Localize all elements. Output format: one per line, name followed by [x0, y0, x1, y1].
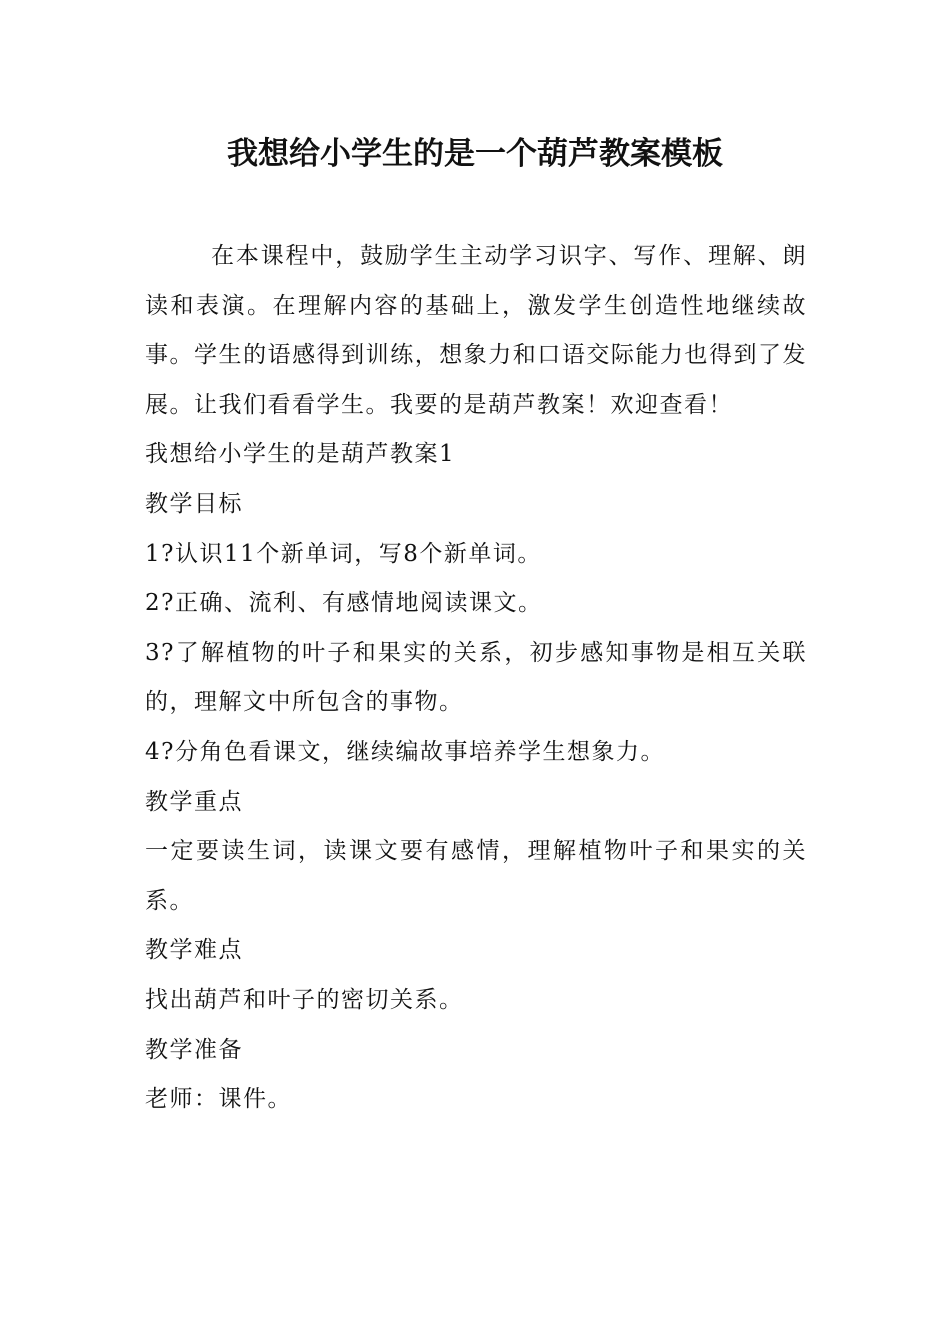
focus-text: 一定要读生词，读课文要有感情，理解植物叶子和果实的关系。	[145, 838, 807, 914]
prep-text: 老师：课件。	[145, 1086, 292, 1113]
goal-item: 1?认识11个新单词，写8个新单词。	[145, 540, 542, 567]
goal-item: 3?了解植物的叶子和果实的关系，初步感知事物是相互关联的，理解文中所包含的事物。	[145, 639, 807, 716]
section-heading: 我想给小学生的是葫芦教案1	[145, 441, 456, 468]
prep-heading: 教学准备	[145, 1036, 243, 1063]
goal-item: 4?分角色看课文，继续编故事培养学生想象力。	[145, 738, 665, 765]
goal-item: 2?正确、流利、有感情地阅读课文。	[145, 590, 543, 617]
focus-heading: 教学重点	[145, 788, 243, 815]
difficulty-text: 找出葫芦和叶子的密切关系。	[145, 986, 464, 1013]
intro-paragraph: 在本课程中，鼓励学生主动学习识字、写作、理解、朗读和表演。在理解内容的基础上，激发学生创造性地继续故事。学生的语感得到训练，想象力和口语交际能力也得到了发展。让我们看看学生。我要的是葫芦教案！欢迎查看！	[145, 243, 807, 418]
goals-heading: 教学目标	[145, 490, 243, 517]
document-body	[145, 232, 807, 1125]
difficulty-heading: 教学难点	[145, 937, 243, 964]
document-title: 我想给小学生的是一个葫芦教案模板	[227, 136, 723, 172]
